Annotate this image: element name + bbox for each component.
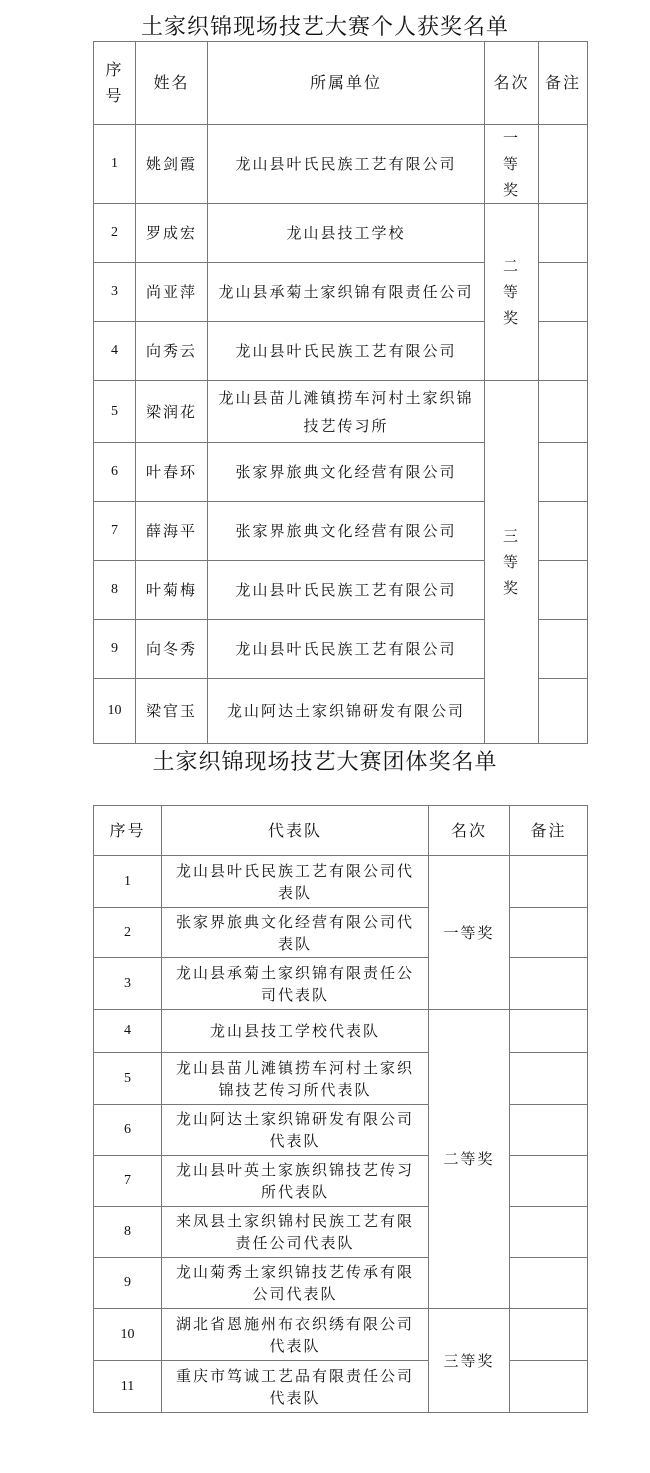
row-note <box>539 322 588 381</box>
row-name: 尚亚萍 <box>136 263 208 322</box>
header-note: 备注 <box>510 806 588 856</box>
individual-table <box>93 41 588 744</box>
row-index: 1 <box>94 856 162 908</box>
row-unit: 龙山阿达土家织锦研发有限公司 <box>208 679 485 744</box>
team-table <box>93 805 588 1413</box>
row-unit: 张家界旅典文化经营有限公司 <box>208 502 485 561</box>
row-team: 重庆市笃诚工艺品有限责任公司代表队 <box>162 1361 429 1413</box>
team-title: 土家织锦现场技艺大赛团体奖名单 <box>152 750 498 775</box>
row-note <box>539 204 588 263</box>
row-index: 3 <box>94 958 162 1010</box>
row-note <box>510 1207 588 1258</box>
individual-title: 土家织锦现场技艺大赛个人获奖名单 <box>140 15 509 40</box>
rank-third: 三等奖 <box>429 1309 510 1413</box>
row-note <box>510 958 588 1010</box>
row-index: 8 <box>94 1207 162 1258</box>
row-index: 11 <box>94 1361 162 1413</box>
row-note <box>539 561 588 620</box>
row-note <box>510 856 588 908</box>
rank-first: 一 等 奖 <box>485 125 539 204</box>
row-name: 向冬秀 <box>136 620 208 679</box>
row-index: 2 <box>94 204 136 263</box>
rank-third: 三 等 奖 <box>485 381 539 744</box>
row-unit: 龙山县叶氏民族工艺有限公司 <box>208 125 485 204</box>
row-note <box>539 620 588 679</box>
row-team: 龙山县苗儿滩镇捞车河村土家织锦技艺传习所代表队 <box>162 1053 429 1105</box>
row-unit: 龙山县技工学校 <box>208 204 485 263</box>
row-index: 8 <box>94 561 136 620</box>
table-row <box>94 908 588 958</box>
row-note <box>539 443 588 502</box>
row-index: 4 <box>94 1010 162 1053</box>
table-row <box>94 856 588 908</box>
row-index: 10 <box>94 1309 162 1361</box>
row-index: 3 <box>94 263 136 322</box>
row-index: 4 <box>94 322 136 381</box>
table-row <box>94 204 588 263</box>
row-note <box>510 1258 588 1309</box>
row-team: 龙山县叶英土家族织锦技艺传习所代表队 <box>162 1156 429 1207</box>
row-name: 梁润花 <box>136 381 208 443</box>
row-team: 张家界旅典文化经营有限公司代表队 <box>162 908 429 958</box>
table-row <box>94 1361 588 1413</box>
row-index: 2 <box>94 908 162 958</box>
row-note <box>510 1010 588 1053</box>
row-index: 9 <box>94 1258 162 1309</box>
row-index: 5 <box>94 381 136 443</box>
row-unit: 龙山县叶氏民族工艺有限公司 <box>208 322 485 381</box>
table-row <box>94 958 588 1010</box>
row-index: 7 <box>94 502 136 561</box>
row-unit: 龙山县叶氏民族工艺有限公司 <box>208 561 485 620</box>
table-row <box>94 125 588 204</box>
table-row <box>94 1156 588 1207</box>
individual-header-row <box>94 42 588 125</box>
row-team: 来凤县土家织锦村民族工艺有限责任公司代表队 <box>162 1207 429 1258</box>
row-index: 5 <box>94 1053 162 1105</box>
header-team: 代表队 <box>162 806 429 856</box>
table-row <box>94 1053 588 1105</box>
row-name: 罗成宏 <box>136 204 208 263</box>
row-name: 叶春环 <box>136 443 208 502</box>
row-name: 向秀云 <box>136 322 208 381</box>
row-name: 薛海平 <box>136 502 208 561</box>
header-name: 姓名 <box>136 42 208 125</box>
row-note <box>510 1105 588 1156</box>
row-unit: 张家界旅典文化经营有限公司 <box>208 443 485 502</box>
table-row <box>94 1258 588 1309</box>
row-index: 1 <box>94 125 136 204</box>
row-team: 湖北省恩施州布衣织绣有限公司代表队 <box>162 1309 429 1361</box>
table-row <box>94 1207 588 1258</box>
row-note <box>510 1053 588 1105</box>
row-name: 叶菊梅 <box>136 561 208 620</box>
row-note <box>510 1309 588 1361</box>
header-note: 备注 <box>539 42 588 125</box>
row-team: 龙山县承菊土家织锦有限责任公司代表队 <box>162 958 429 1010</box>
row-index: 9 <box>94 620 136 679</box>
rank-first: 一等奖 <box>429 856 510 1010</box>
row-unit: 龙山县叶氏民族工艺有限公司 <box>208 620 485 679</box>
row-unit: 龙山县承菊土家织锦有限责任公司 <box>208 263 485 322</box>
row-index: 10 <box>94 679 136 744</box>
row-note <box>510 1361 588 1413</box>
row-note <box>510 908 588 958</box>
row-note <box>539 125 588 204</box>
row-index: 6 <box>94 1105 162 1156</box>
row-note <box>539 679 588 744</box>
row-note <box>539 263 588 322</box>
header-unit: 所属单位 <box>208 42 485 125</box>
row-note <box>539 502 588 561</box>
row-note <box>539 381 588 443</box>
row-team: 龙山阿达土家织锦研发有限公司代表队 <box>162 1105 429 1156</box>
row-name: 梁官玉 <box>136 679 208 744</box>
rank-second: 二等奖 <box>429 1010 510 1309</box>
header-rank: 名次 <box>485 42 539 125</box>
row-index: 6 <box>94 443 136 502</box>
table-row <box>94 1105 588 1156</box>
header-rank: 名次 <box>429 806 510 856</box>
row-unit: 龙山县苗儿滩镇捞车河村土家织锦技艺传习所 <box>208 381 485 443</box>
table-row <box>94 1010 588 1053</box>
row-team: 龙山菊秀土家织锦技艺传承有限公司代表队 <box>162 1258 429 1309</box>
row-team: 龙山县技工学校代表队 <box>162 1010 429 1053</box>
row-name: 姚剑霞 <box>136 125 208 204</box>
row-index: 7 <box>94 1156 162 1207</box>
table-row <box>94 381 588 443</box>
header-index: 序号 <box>94 806 162 856</box>
row-note <box>510 1156 588 1207</box>
row-team: 龙山县叶氏民族工艺有限公司代表队 <box>162 856 429 908</box>
header-index: 序 号 <box>94 42 136 125</box>
table-row <box>94 1309 588 1361</box>
rank-second: 二 等 奖 <box>485 204 539 381</box>
team-header-row <box>94 806 588 856</box>
